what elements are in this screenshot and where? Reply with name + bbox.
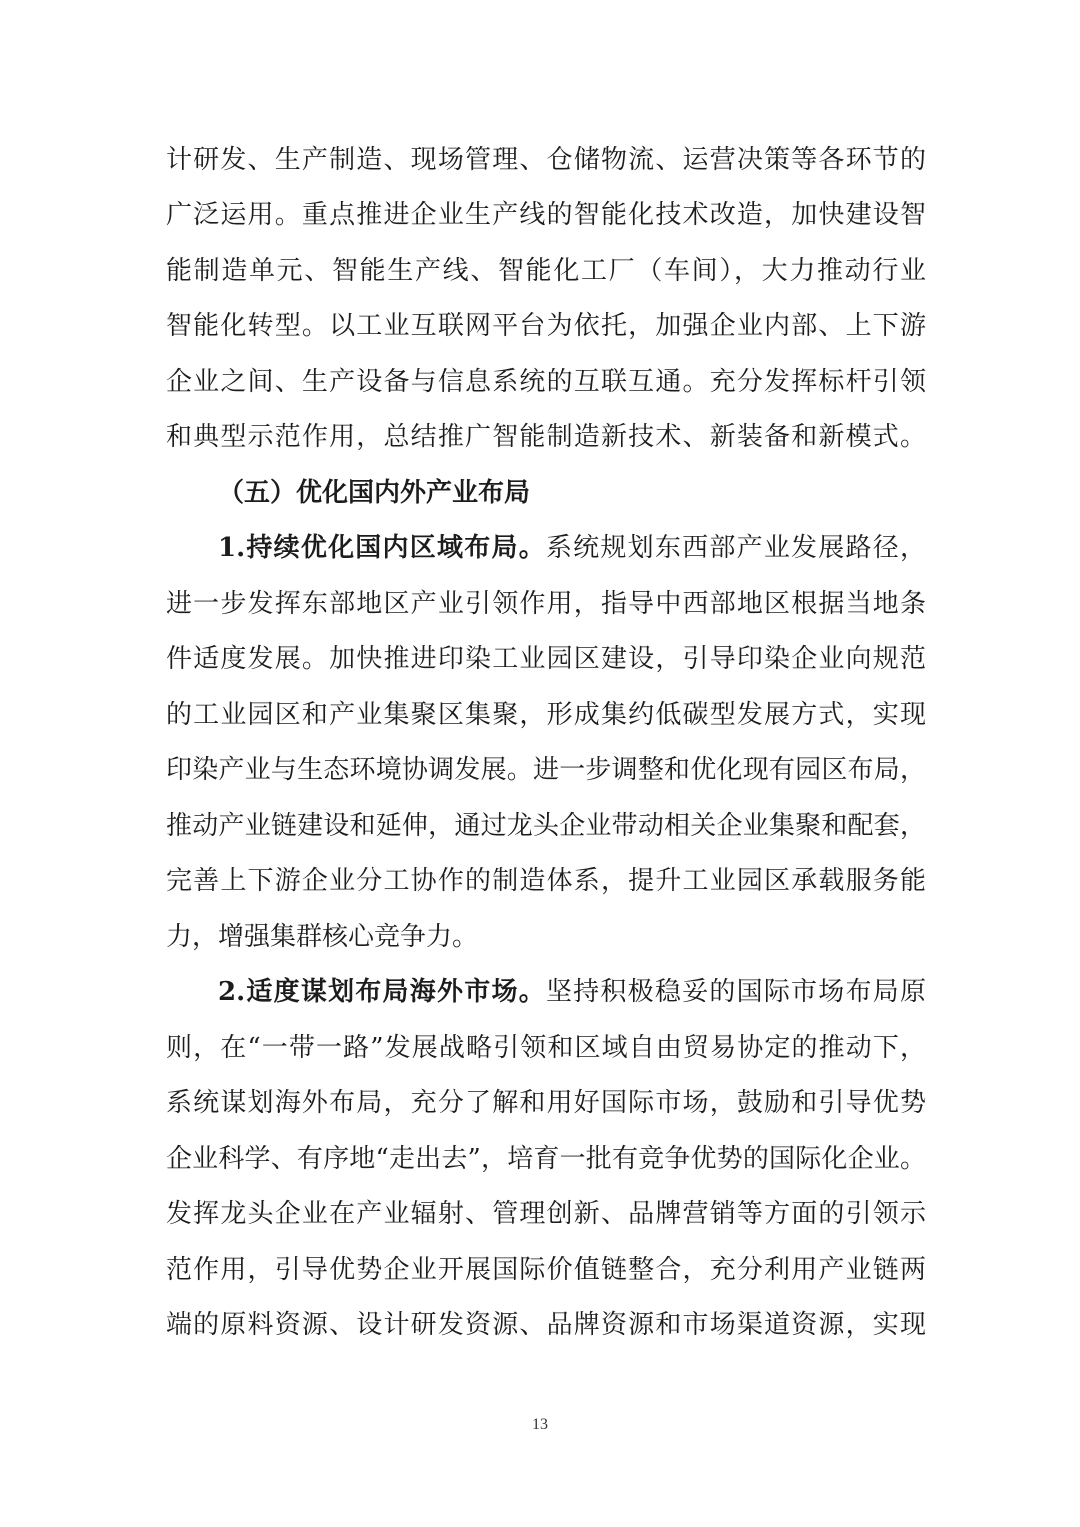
paragraph-2-line: 力，增强集群核心竞争力。 (166, 922, 479, 952)
paragraph-2-line: 件适度发展。加快推进印染工业园区建设，引导印染企业向规范 (166, 644, 926, 674)
paragraph-2-first-rest: 系统规划东西部产业发展路径， (545, 533, 926, 563)
paragraph-1-line: 计研发、生产制造、现场管理、仓储物流、运营决策等各环节的 (166, 145, 926, 175)
paragraph-3-first-line (218, 972, 926, 1012)
paragraph-1-line: 能制造单元、智能生产线、智能化工厂（车间），大力推动行业 (166, 256, 926, 286)
paragraph-2-line: 印染产业与生态环境协调发展。进一步调整和优化现有园区布局， (166, 755, 926, 785)
paragraph-3-line: 发挥龙头企业在产业辐射、管理创新、品牌营销等方面的引领示 (166, 1199, 926, 1229)
paragraph-1-line: 广泛运用。重点推进企业生产线的智能化技术改造，加快建设智 (166, 200, 926, 230)
paragraph-3-lead: 2.适度谋划布局海外市场。 (218, 977, 546, 1007)
section-heading: （五）优化国内外产业布局 (218, 478, 531, 508)
paragraph-2-lead: 1.持续优化国内区域布局。 (218, 533, 546, 563)
paragraph-1-line: 和典型示范作用，总结推广智能制造新技术、新装备和新模式。 (166, 422, 926, 452)
paragraph-3-line: 范作用，引导优势企业开展国际价值链整合，充分利用产业链两 (166, 1255, 926, 1285)
paragraph-3-line: 则，在“一带一路”发展战略引领和区域自由贸易协定的推动下， (166, 1033, 926, 1063)
paragraph-2-line: 完善上下游企业分工协作的制造体系，提升工业园区承载服务能 (166, 866, 926, 896)
paragraph-3-first-rest: 坚持积极稳妥的国际市场布局原 (545, 977, 926, 1007)
paragraph-3-line: 端的原料资源、设计研发资源、品牌资源和市场渠道资源，实现 (166, 1310, 926, 1340)
paragraph-1-line: 智能化转型。以工业互联网平台为依托，加强企业内部、上下游 (166, 311, 926, 341)
paragraph-2-first-line (218, 528, 926, 568)
paragraph-3-line: 企业科学、有序地“走出去”，培育一批有竞争优势的国际化企业。 (166, 1144, 926, 1174)
paragraph-3-line: 系统谋划海外布局，充分了解和用好国际市场，鼓励和引导优势 (166, 1088, 926, 1118)
paragraph-2-line: 进一步发挥东部地区产业引领作用，指导中西部地区根据当地条 (166, 589, 926, 619)
page-number: 13 (532, 1416, 548, 1433)
paragraph-1-line: 企业之间、生产设备与信息系统的互联互通。充分发挥标杆引领 (166, 367, 926, 397)
paragraph-2-line: 推动产业链建设和延伸，通过龙头企业带动相关企业集聚和配套， (166, 811, 926, 841)
paragraph-2-line: 的工业园区和产业集聚区集聚，形成集约低碳型发展方式，实现 (166, 700, 926, 730)
